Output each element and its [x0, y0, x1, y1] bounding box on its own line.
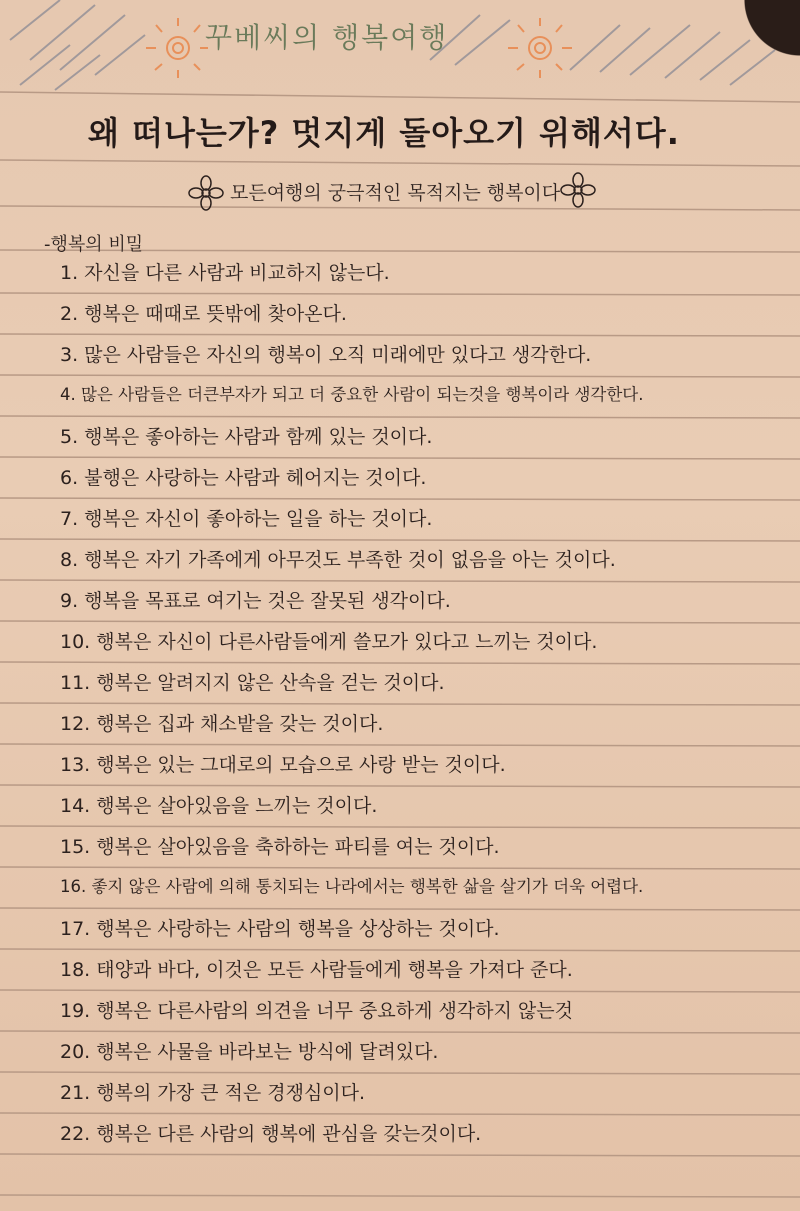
- section-label: -행복의 비밀: [44, 234, 144, 255]
- list-item: 2. 행복은 때때로 뜻밖에 찾아온다.: [60, 303, 347, 325]
- list-item: 4. 많은 사람들은 더큰부자가 되고 더 중요한 사람이 되는것을 행복이라 생각한다.: [60, 385, 644, 404]
- subtitle: 모든여행의 궁극적인 목적지는 행복이다: [230, 182, 561, 204]
- list-item: 5. 행복은 좋아하는 사람과 함께 있는 것이다.: [60, 426, 433, 448]
- list-item: 8. 행복은 자기 가족에게 아무것도 부족한 것이 없음을 아는 것이다.: [60, 549, 616, 571]
- list-item: 6. 불행은 사랑하는 사람과 헤어지는 것이다.: [60, 467, 427, 489]
- list-item: 21. 행복의 가장 큰 적은 경쟁심이다.: [60, 1082, 366, 1104]
- header-text: 꾸베씨의 행복여행: [205, 21, 449, 54]
- sun-icon: [508, 18, 572, 78]
- list-item: 18. 태양과 바다, 이것은 모든 사람들에게 행복을 가져다 준다.: [60, 959, 573, 981]
- list-item: 13. 행복은 있는 그대로의 모습으로 사랑 받는 것이다.: [60, 754, 506, 776]
- flower-icon: [189, 176, 223, 210]
- list-item: 15. 행복은 살아있음을 축하하는 파티를 여는 것이다.: [60, 836, 500, 858]
- list-item: 22. 행복은 다른 사람의 행복에 관심을 갖는것이다.: [60, 1123, 482, 1145]
- list-item: 7. 행복은 자신이 좋아하는 일을 하는 것이다.: [60, 508, 433, 530]
- page-corner-shadow: [730, 0, 800, 60]
- list-item: 1. 자신을 다른 사람과 비교하지 않는다.: [60, 262, 390, 284]
- list-item: 9. 행복을 목표로 여기는 것은 잘못된 생각이다.: [60, 590, 451, 612]
- list-item: 19. 행복은 다른사람의 의견을 너무 중요하게 생각하지 않는것: [60, 1000, 573, 1022]
- list-item: 14. 행복은 살아있음을 느끼는 것이다.: [60, 795, 378, 817]
- list-item: 20. 행복은 사물을 바라보는 방식에 달려있다.: [60, 1041, 439, 1063]
- list-item: 17. 행복은 사랑하는 사람의 행복을 상상하는 것이다.: [60, 918, 500, 940]
- list-item: 12. 행복은 집과 채소밭을 갖는 것이다.: [60, 713, 384, 735]
- list-item: 16. 좋지 않은 사람에 의해 통치되는 나라에서는 행복한 삶을 살기가 더욱 어렵다.: [60, 877, 644, 896]
- flower-icon: [561, 173, 595, 207]
- list-item: 11. 행복은 알려지지 않은 산속을 걷는 것이다.: [60, 672, 445, 694]
- list-item: 3. 많은 사람들은 자신의 행복이 오직 미래에만 있다고 생각한다.: [60, 344, 592, 366]
- list-item: 10. 행복은 자신이 다른사람들에게 쓸모가 있다고 느끼는 것이다.: [60, 631, 598, 653]
- sun-icon: [146, 18, 208, 78]
- page-title: 왜 떠나는가? 멋지게 돌아오기 위해서다.: [88, 114, 680, 152]
